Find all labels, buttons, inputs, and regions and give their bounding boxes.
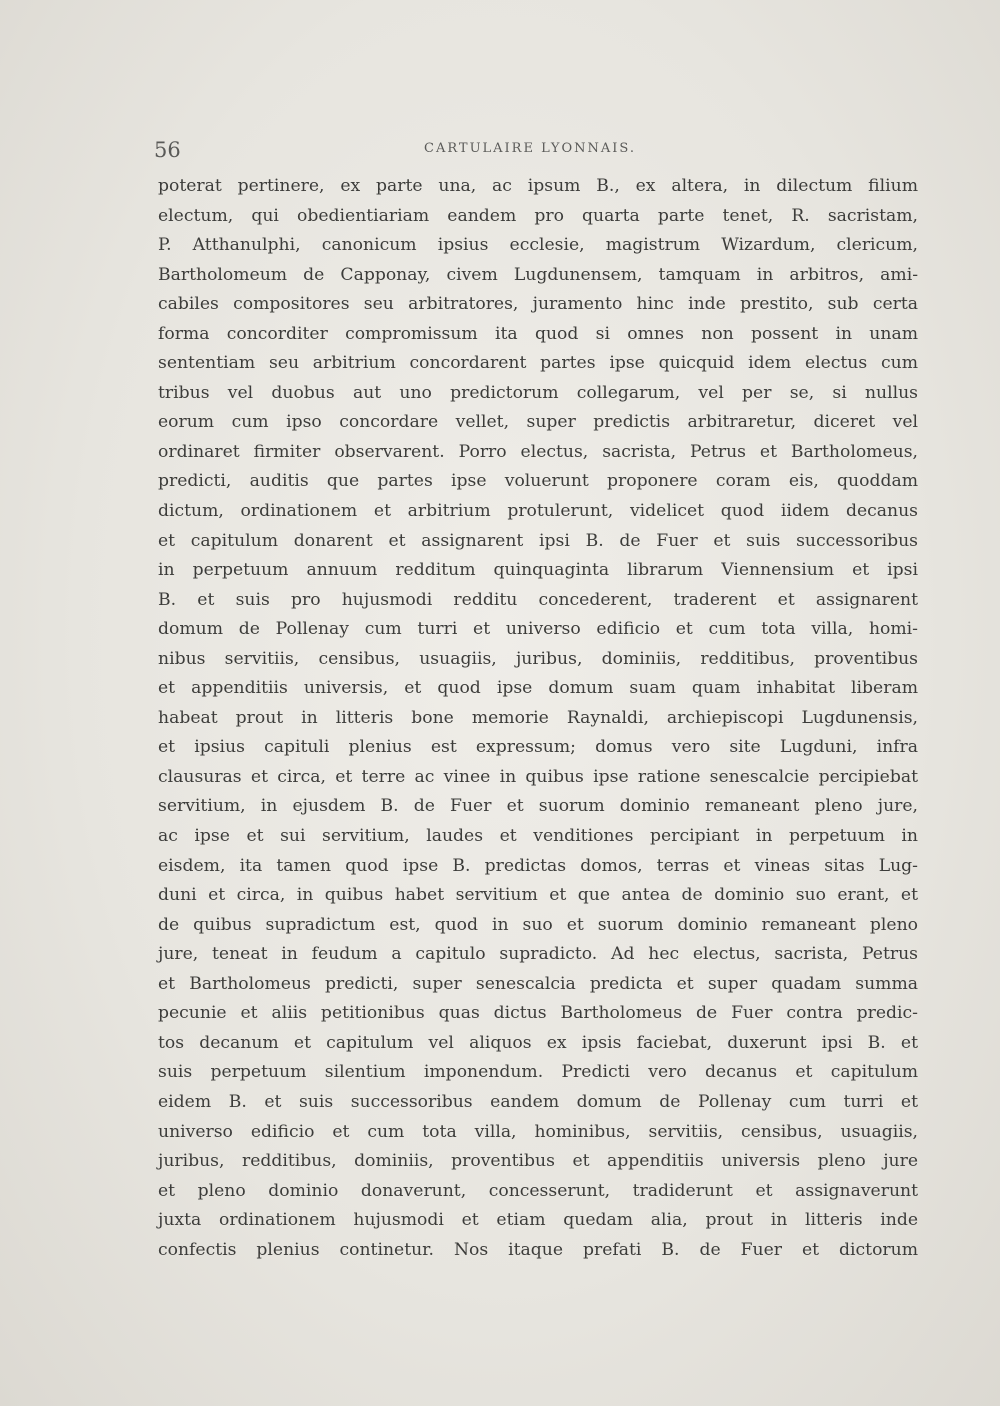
text-line: clausuras et circa, et terre ac vinee in quibus ipse ratione senescalcie percipiebat bbox=[158, 766, 918, 787]
running-title: CARTULAIRE LYONNAIS. bbox=[424, 141, 636, 156]
text-line: sententiam seu arbitrium concordarent partes ipse quicquid idem electus cum bbox=[158, 353, 918, 374]
text-line: ac ipse et sui servitium, laudes et venditiones percipiant in perpetuum in bbox=[158, 826, 918, 847]
text-line: electum, qui obedientiariam eandem pro quarta parte tenet, R. sacristam, bbox=[158, 205, 918, 226]
text-line: et pleno dominio donaverunt, concesserunt, tradiderunt et assignaverunt bbox=[158, 1180, 918, 1201]
text-line: et ipsius capituli plenius est expressum; domus vero site Lugduni, infra bbox=[158, 737, 918, 758]
text-line: ordinaret firmiter observarent. Porro electus, sacrista, Petrus et Bartholomeus, bbox=[158, 441, 918, 462]
text-line: de quibus supradictum est, quod in suo et suorum dominio remaneant pleno bbox=[158, 914, 918, 935]
text-line: habeat prout in litteris bone memorie Raynaldi, archiepiscopi Lugdunensis, bbox=[158, 707, 918, 728]
text-line: pecunie et aliis petitionibus quas dictus Bartholomeus de Fuer contra predic- bbox=[158, 1003, 918, 1024]
page-number: 56 bbox=[154, 138, 181, 162]
text-line: et Bartholomeus predicti, super senescalcia predicta et super quadam summa bbox=[158, 973, 918, 994]
text-line: jure, teneat in feudum a capitulo supradicto. Ad hec electus, sacrista, Petrus bbox=[158, 944, 918, 965]
text-line: et appenditiis universis, et quod ipse domum suam quam inhabitat liberam bbox=[158, 678, 918, 699]
text-line: tos decanum et capitulum vel aliquos ex ipsis faciebat, duxerunt ipsi B. et bbox=[158, 1032, 918, 1053]
text-line: forma concorditer compromissum ita quod si omnes non possent in unam bbox=[158, 323, 918, 344]
text-line: in perpetuum annuum redditum quinquaginta librarum Viennensium et ipsi bbox=[158, 560, 918, 581]
text-line: predicti, auditis que partes ipse voluerunt proponere coram eis, quoddam bbox=[158, 471, 918, 492]
text-line: confectis plenius continetur. Nos itaque prefati B. de Fuer et dictorum bbox=[158, 1239, 918, 1260]
text-line: juribus, redditibus, dominiis, proventibus et appenditiis universis pleno jure bbox=[158, 1151, 918, 1172]
text-line: poterat pertinere, ex parte una, ac ipsum B., ex altera, in dilectum filium bbox=[158, 176, 918, 196]
text-line: domum de Pollenay cum turri et universo edificio et cum tota villa, homi- bbox=[158, 619, 918, 640]
text-line: duni et circa, in quibus habet servitium et que antea de dominio suo erant, et bbox=[158, 885, 918, 906]
text-line: servitium, in ejusdem B. de Fuer et suorum dominio remaneant pleno jure, bbox=[158, 796, 918, 817]
page-header bbox=[152, 138, 918, 168]
text-line: dictum, ordinationem et arbitrium protulerunt, videlicet quod iidem decanus bbox=[158, 501, 918, 522]
text-line: nibus servitiis, censibus, usuagiis, juribus, dominiis, redditibus, proventibus bbox=[158, 648, 918, 669]
text-line: eorum cum ipso concordare vellet, super predictis arbitraretur, diceret vel bbox=[158, 412, 918, 433]
text-line: eisdem, ita tamen quod ipse B. predictas domos, terras et vineas sitas Lug- bbox=[158, 855, 918, 876]
text-line: tribus vel duobus aut uno predictorum collegarum, vel per se, si nullus bbox=[158, 382, 918, 403]
text-line: B. et suis pro hujusmodi redditu concederent, traderent et assignarent bbox=[158, 589, 918, 610]
text-line: eidem B. et suis successoribus eandem domum de Pollenay cum turri et bbox=[158, 1091, 918, 1112]
text-line: et capitulum donarent et assignarent ipsi B. de Fuer et suis successoribus bbox=[158, 530, 918, 551]
body-text bbox=[158, 172, 918, 1265]
text-line: Bartholomeum de Capponay, civem Lugdunensem, tamquam in arbitros, ami- bbox=[158, 264, 918, 285]
text-line: P. Atthanulphi, canonicum ipsius ecclesie, magistrum Wizardum, clericum, bbox=[158, 235, 918, 256]
text-line: suis perpetuum silentium imponendum. Predicti vero decanus et capitulum bbox=[158, 1062, 918, 1083]
text-line: juxta ordinationem hujusmodi et etiam quedam alia, prout in litteris inde bbox=[158, 1210, 918, 1231]
text-line: universo edificio et cum tota villa, hominibus, servitiis, censibus, usuagiis, bbox=[158, 1121, 918, 1142]
text-line: cabiles compositores seu arbitratores, juramento hinc inde prestito, sub certa bbox=[158, 294, 918, 315]
